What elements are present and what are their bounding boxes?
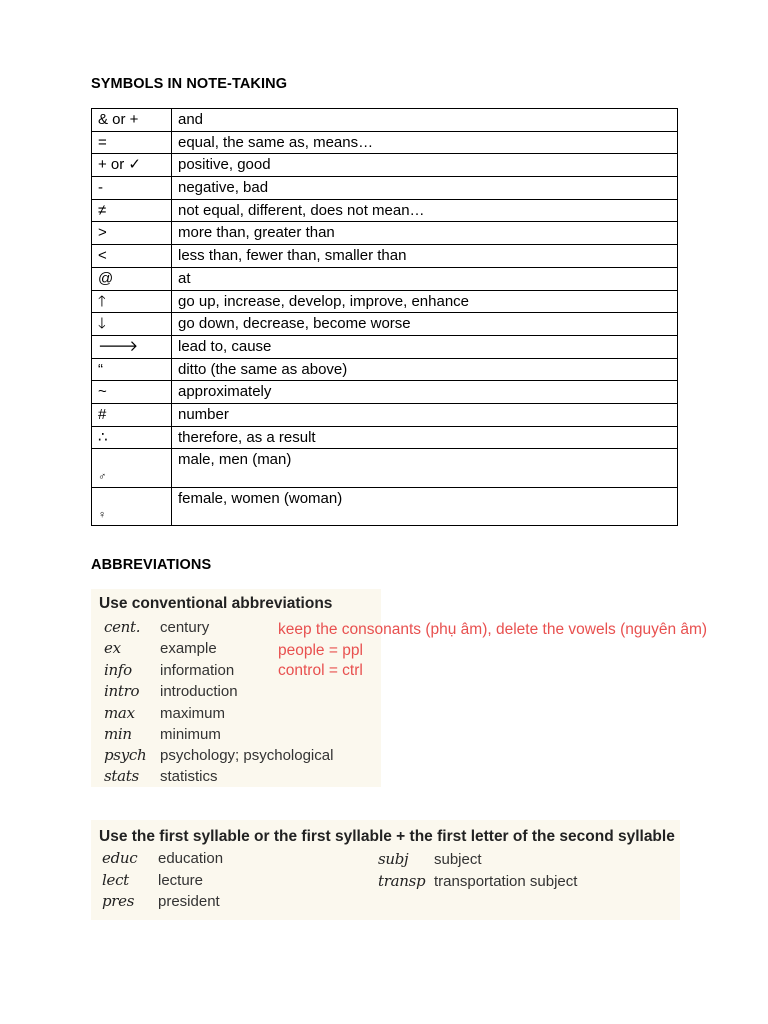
abbreviation: subj	[378, 850, 409, 868]
meaning-cell: at	[172, 267, 678, 290]
symbol-cell: #	[92, 403, 172, 426]
abbreviation: pres	[102, 892, 135, 910]
abbreviation-meaning: transportation subject	[434, 873, 578, 890]
note-line: control = ctrl	[278, 662, 363, 679]
abbreviation: min	[104, 725, 132, 743]
meaning-cell: go down, decrease, become worse	[172, 313, 678, 336]
abbreviation-meaning: lecture	[158, 872, 204, 889]
meaning-cell: not equal, different, does not mean…	[172, 199, 678, 222]
table-row	[92, 403, 678, 426]
meaning-cell: female, women (woman)	[172, 487, 678, 526]
meaning-cell: equal, the same as, means…	[172, 131, 678, 154]
male-icon: ♂	[92, 449, 172, 488]
table-row	[92, 381, 678, 404]
symbol-cell: & or +	[92, 109, 172, 132]
table-row	[92, 222, 678, 245]
abbreviation-meaning: century	[160, 619, 210, 636]
panel-title: Use conventional abbreviations	[99, 595, 333, 612]
symbol-cell: =	[92, 131, 172, 154]
meaning-cell: approximately	[172, 381, 678, 404]
table-row	[92, 449, 678, 488]
meaning-cell: lead to, cause	[172, 335, 678, 358]
abbreviation-meaning: introduction	[160, 683, 238, 700]
arrow-up-icon: 🡑	[92, 290, 172, 313]
table-row	[92, 267, 678, 290]
note-line: people = ppl	[278, 641, 363, 659]
abbreviation: intro	[104, 682, 140, 700]
meaning-cell: less than, fewer than, smaller than	[172, 245, 678, 268]
table-row	[92, 177, 678, 200]
panel-title: Use the first syllable or the first syllable + the first letter of the second syllable	[99, 828, 675, 845]
table-row	[92, 245, 678, 268]
abbreviation: info	[104, 661, 132, 679]
table-row	[92, 335, 678, 358]
table-row	[92, 290, 678, 313]
abbreviation: cent.	[104, 618, 141, 636]
meaning-cell: more than, greater than	[172, 222, 678, 245]
abbreviation: ex	[104, 639, 121, 657]
therefore-icon: ∴	[92, 426, 172, 449]
arrow-down-icon: 🡓	[92, 313, 172, 336]
handwritten-notes	[278, 620, 707, 682]
table-row	[92, 131, 678, 154]
abbreviation-meaning: education	[158, 850, 224, 867]
abbreviation: transp	[378, 872, 426, 890]
meaning-cell: go up, increase, develop, improve, enhance	[172, 290, 678, 313]
meaning-cell: ditto (the same as above)	[172, 358, 678, 381]
symbol-cell: >	[92, 222, 172, 245]
abbreviation-meaning: information	[160, 662, 235, 679]
symbols-table	[91, 108, 678, 526]
symbol-cell: “	[92, 358, 172, 381]
table-row	[92, 154, 678, 177]
abbreviation-meaning: maximum	[160, 705, 226, 722]
abbreviation-meaning: example	[160, 640, 217, 657]
arrow-right-icon: 🡒	[92, 335, 172, 358]
abbreviations-heading: ABBREVIATIONS	[91, 557, 212, 573]
meaning-cell: therefore, as a result	[172, 426, 678, 449]
abbreviation-meaning: statistics	[160, 768, 218, 785]
symbol-cell: -	[92, 177, 172, 200]
table-row	[92, 487, 678, 526]
meaning-cell: male, men (man)	[172, 449, 678, 488]
meaning-cell: number	[172, 403, 678, 426]
abbreviation: educ	[102, 849, 138, 867]
meaning-cell: negative, bad	[172, 177, 678, 200]
abbreviation-meaning: president	[158, 893, 220, 910]
conventional-abbreviations-panel	[91, 589, 381, 787]
abbreviation: max	[104, 704, 135, 722]
abbreviation: lect	[102, 871, 129, 889]
symbol-cell: @	[92, 267, 172, 290]
table-row	[92, 313, 678, 336]
abbreviation: stats	[104, 767, 139, 785]
abbreviation: psych	[104, 746, 147, 764]
syllable-abbreviations-panel	[91, 820, 680, 920]
symbols-heading: SYMBOLS IN NOTE-TAKING	[91, 76, 288, 92]
table-row	[92, 426, 678, 449]
meaning-cell: and	[172, 109, 678, 132]
abbreviation-meaning: minimum	[160, 726, 221, 743]
symbol-cell: ≠	[92, 199, 172, 222]
symbol-cell: + or ✓	[92, 154, 172, 177]
female-icon: ♀	[92, 487, 172, 526]
abbreviation-meaning: subject	[434, 851, 482, 868]
table-row	[92, 199, 678, 222]
abbreviation-meaning: psychology; psychological	[160, 747, 334, 764]
symbol-cell: <	[92, 245, 172, 268]
table-row	[92, 358, 678, 381]
meaning-cell: positive, good	[172, 154, 678, 177]
table-row	[92, 109, 678, 132]
symbol-cell: ~	[92, 381, 172, 404]
note-line: keep the consonants (phụ âm), delete the vowels (nguyên âm)	[278, 621, 708, 638]
